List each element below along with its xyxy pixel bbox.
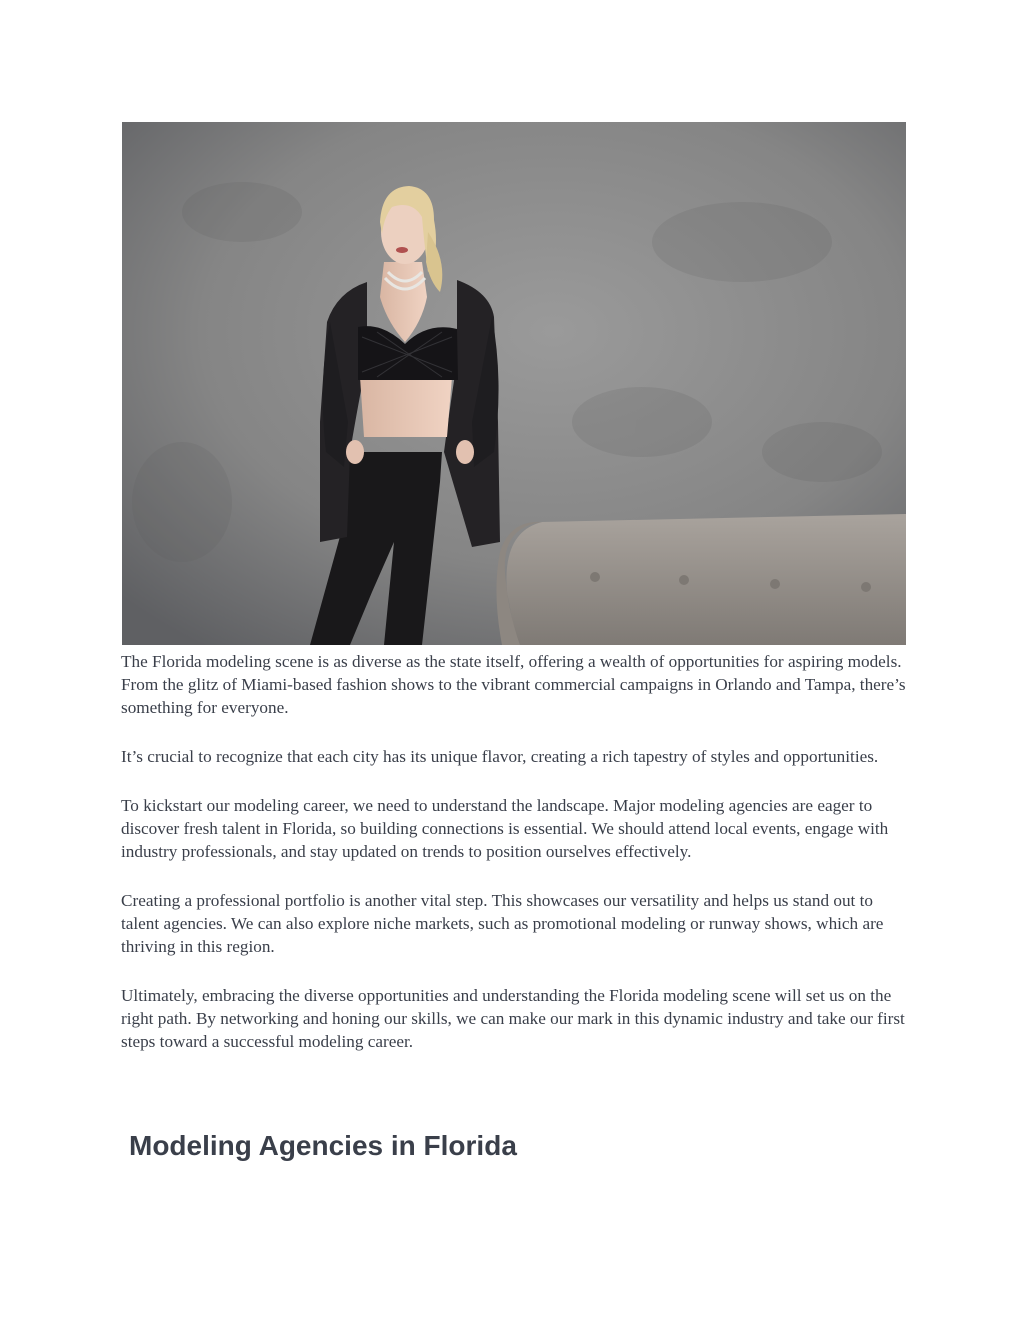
sofa-graphic (496, 514, 906, 645)
hero-photo (122, 122, 906, 645)
paragraph-4: Creating a professional portfolio is another vital step. This showcases our versatility and helps us stand out to talent agencies. We can also explore niche markets, such as promotional modeling or runway shows, which are thriving in this region. (121, 891, 884, 956)
article-body (121, 650, 911, 1079)
paragraph-2: It’s crucial to recognize that each city has its unique flavor, creating a rich tapestry of styles and opportunities. (121, 747, 879, 766)
section-heading: Modeling Agencies in Florida (129, 1130, 517, 1161)
paragraph-1: The Florida modeling scene is as diverse as the state itself, offering a wealth of opportunities for aspiring models. From the glitz of Miami-based fashion shows to the vibrant commercial campaigns in Orlando and Tampa, there’s something for everyone. (121, 652, 906, 717)
paragraph-5: Ultimately, embracing the diverse opportunities and understanding the Florida modeling scene will set us on the right path. By networking and honing our skills, we can make our mark in this dynamic industry and take our first steps toward a successful modeling career. (121, 986, 905, 1051)
paragraph-3: To kickstart our modeling career, we need to understand the landscape. Major modeling agencies are eager to discover fresh talent in Florida, so building connections is essential. We should attend local events, engage with industry professionals, and stay updated on trends to position ourselves effectively. (121, 796, 889, 861)
